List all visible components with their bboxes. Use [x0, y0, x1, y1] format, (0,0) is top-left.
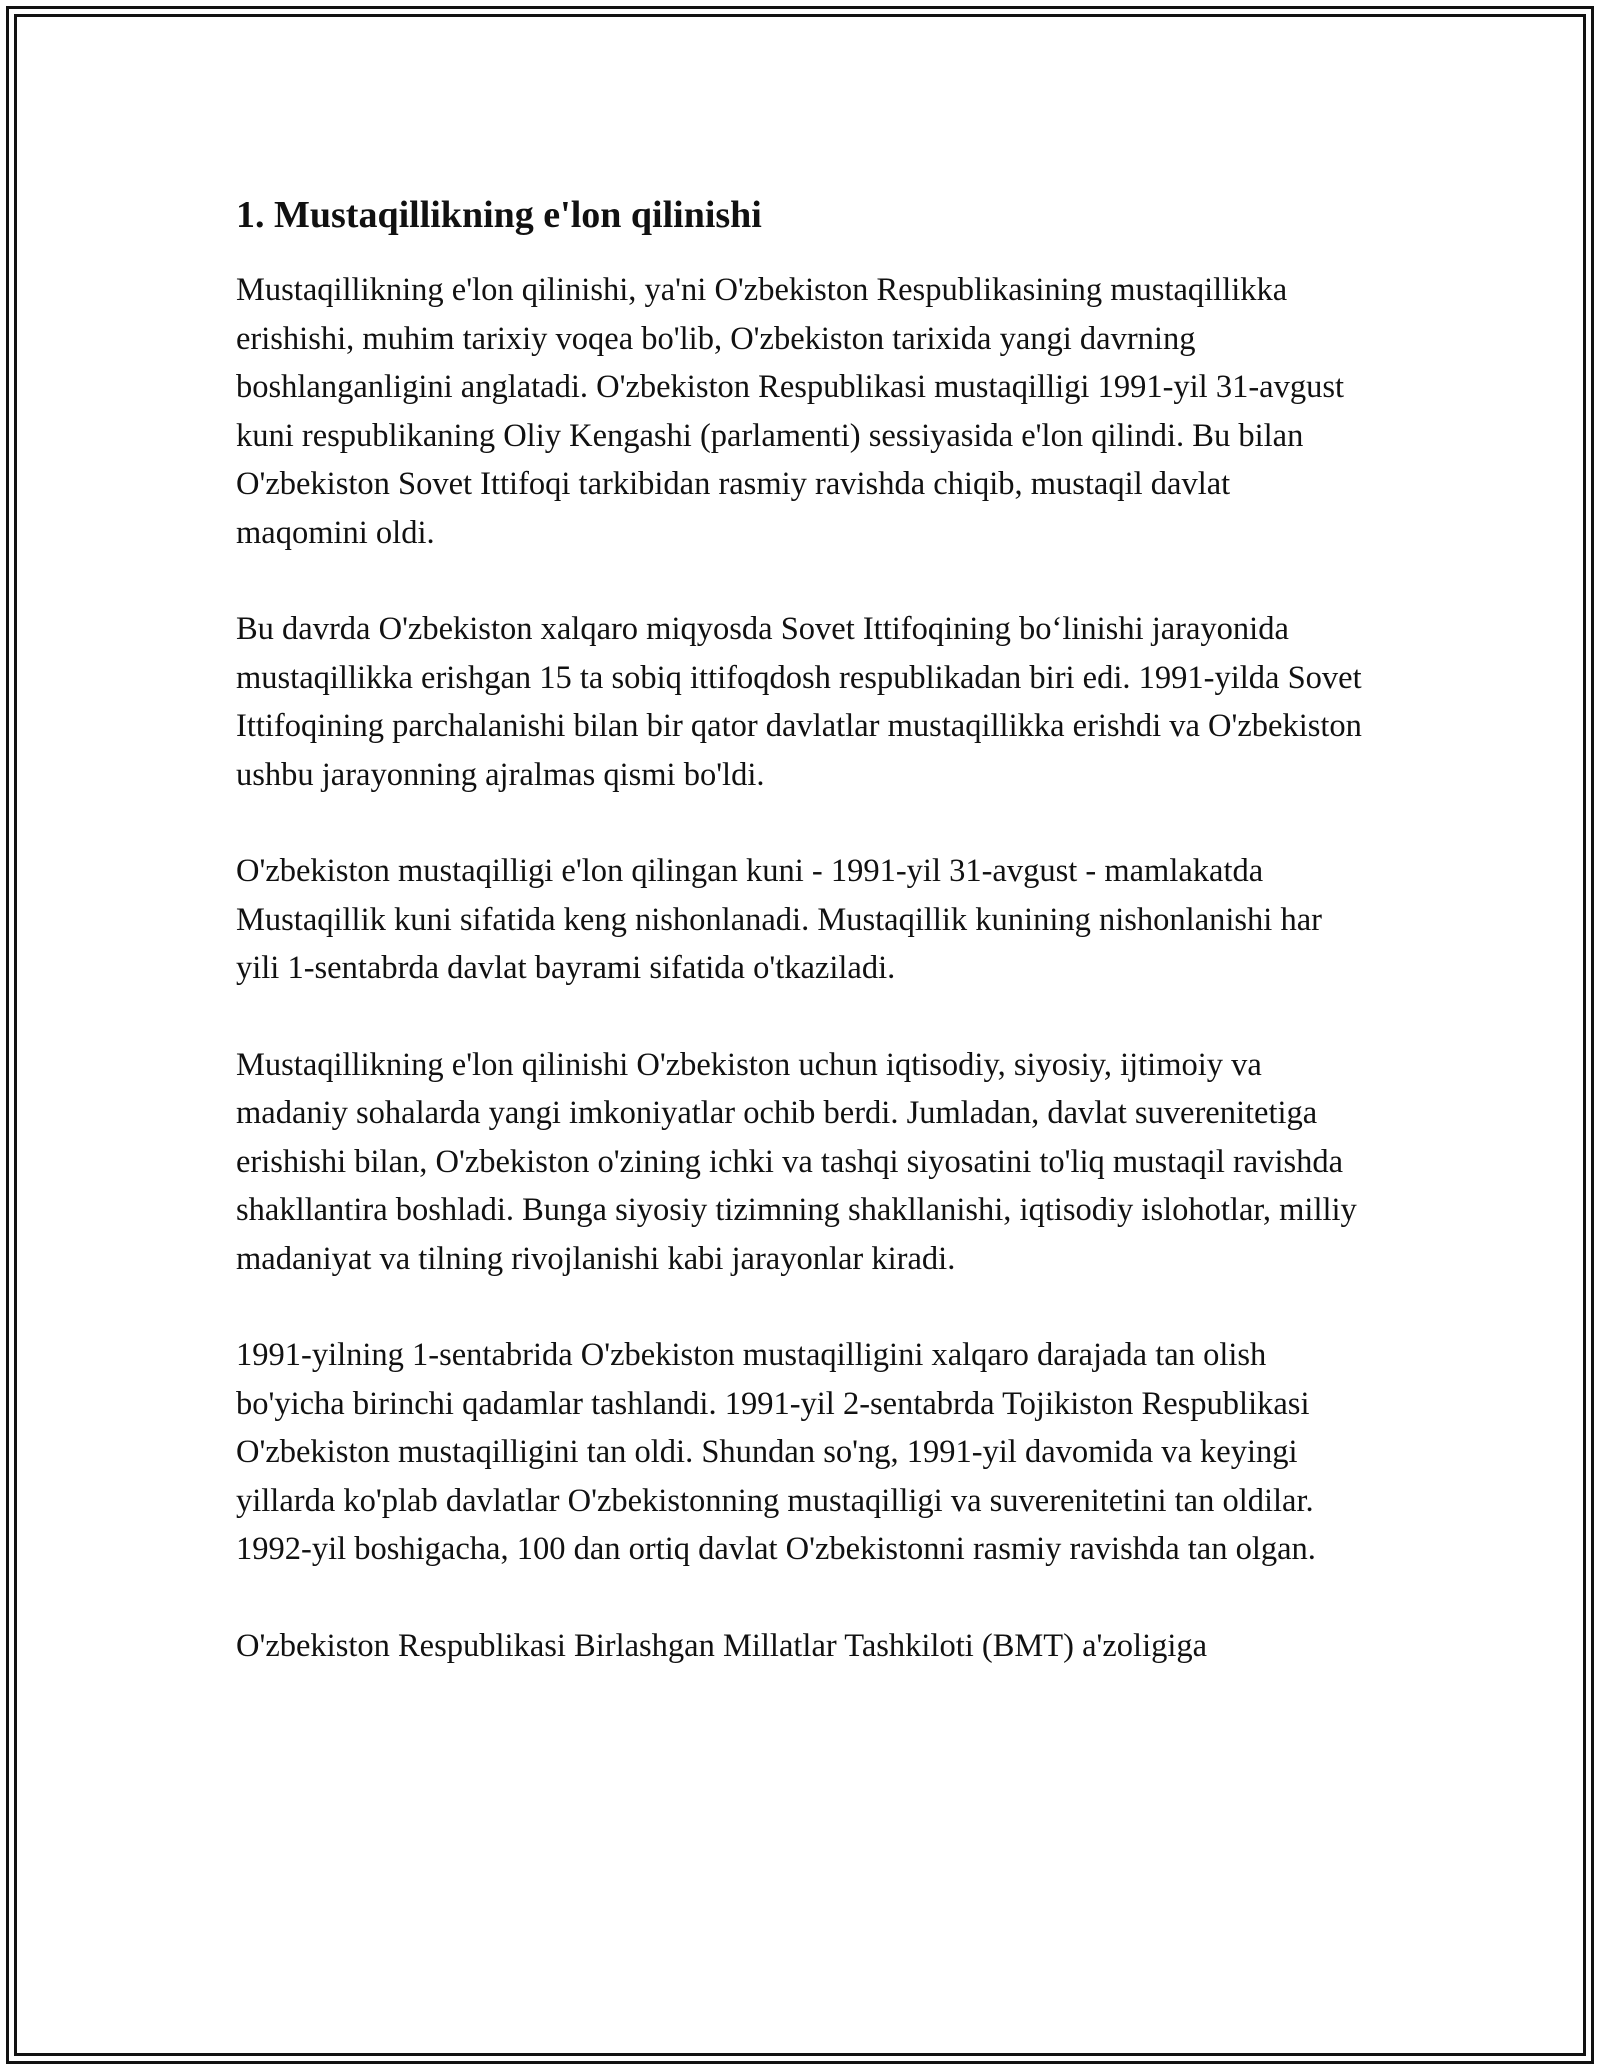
paragraph-1: Mustaqillikning e'lon qilinishi, ya'ni O'zbekiston Respublikasining mustaqillikka erishishi, muhim tarixiy voqea bo'lib, O'zbekiston tarixida yangi davrning boshlanganligini anglatadi. O'zbekiston Respublikasi mustaqilligi 1991-yil 31-avgust kuni respublikaning Oliy Kengashi (parlamenti) sessiyasida e'lon qilindi. Bu bilan O'zbekiston Sovet Ittifoqi tarkibidan rasmiy ravishda chiqib, mustaqil davlat maqomini oldi. [236, 272, 1345, 551]
section-heading: 1. Mustaqillikning e'lon qilinishi [236, 194, 762, 236]
document-body [236, 190, 1366, 1718]
paragraph-2: Bu davrda O'zbekiston xalqaro miqyosda Sovet Ittifoqining bo‘linishi jarayonida mustaqillikka erishgan 15 ta sobiq ittifoqdosh respublikadan biri edi. 1991-yilda Sovet Ittifoqining parchalanishi bilan bir qator davlatlar mustaqillikka erishdi va O'zbekiston ushbu jarayonning ajralmas qismi bo'ldi. [236, 611, 1362, 793]
paragraph-4: Mustaqillikning e'lon qilinishi O'zbekiston uchun iqtisodiy, siyosiy, ijtimoiy va madaniy sohalarda yangi imkoniyatlar ochib berdi. Jumladan, davlat suverenitetiga erishishi bilan, O'zbekiston o'zining ichki va tashqi siyosatini to'liq mustaqil ravishda shakllantira boshladi. Bunga siyosiy tizimning shakllanishi, iqtisodiy islohotlar, milliy madaniyat va tilning rivojlanishi kabi jarayonlar kiradi. [236, 1046, 1357, 1277]
paragraph-3: O'zbekiston mustaqilligi e'lon qilingan kuni - 1991-yil 31-avgust - mamlakatda Mustaqillik kuni sifatida keng nishonlanadi. Mustaqillik kunining nishonlanishi har yili 1-sentabrda davlat bayrami sifatida o'tkaziladi. [236, 853, 1322, 986]
paragraph-5: 1991-yilning 1-sentabrida O'zbekiston mustaqilligini xalqaro darajada tan olish bo'yicha birinchi qadamlar tashlandi. 1991-yil 2-sentabrda Tojikiston Respublikasi O'zbekiston mustaqilligini tan oldi. Shundan so'ng, 1991-yil davomida va keyingi yillarda ko'plab davlatlar O'zbekistonning mustaqilligi va suverenitetini tan oldilar. 1992-yil boshigacha, 100 dan ortiq davlat O'zbekistonni rasmiy ravishda tan olgan. [236, 1337, 1316, 1567]
paragraph-6: O'zbekiston Respublikasi Birlashgan Millatlar Tashkiloti (BMT) a'zoligiga [236, 1627, 1208, 1664]
